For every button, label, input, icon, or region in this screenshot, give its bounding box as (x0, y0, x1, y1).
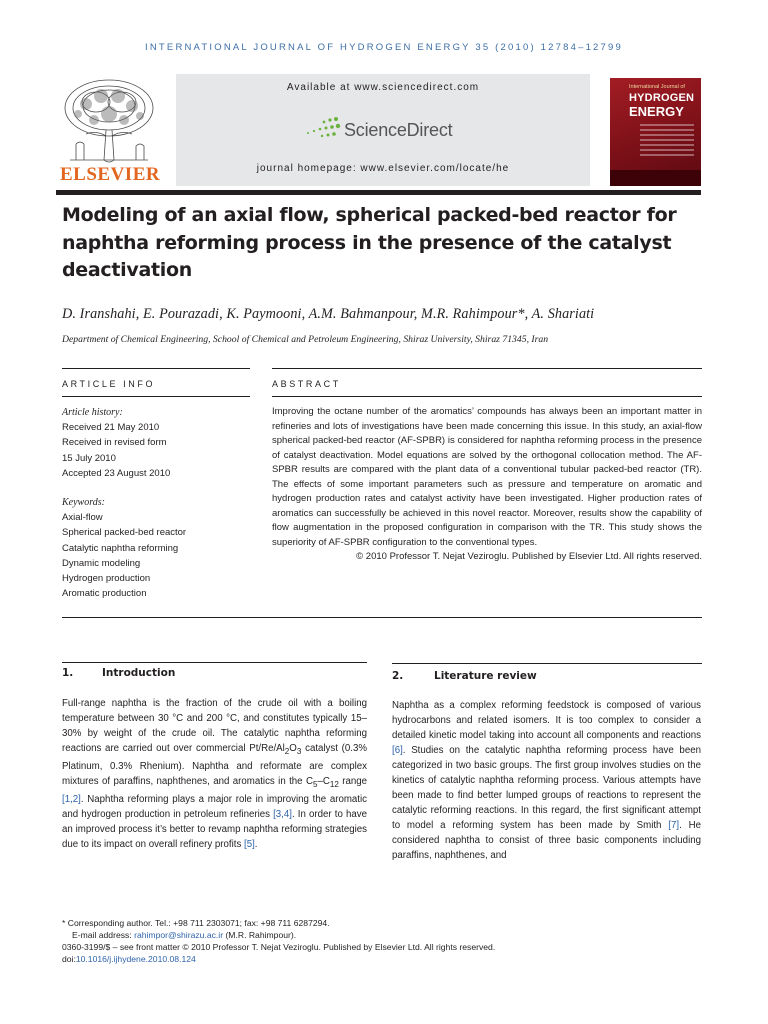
history-item: Accepted 23 August 2010 (62, 467, 171, 479)
abstract-rule-top (272, 368, 702, 369)
cover-line3: ENERGY (629, 104, 684, 119)
running-head: INTERNATIONAL JOURNAL OF HYDROGEN ENERGY 35 (2010) 12784–12799 (145, 42, 623, 53)
doi-link[interactable]: 10.1016/j.ijhydene.2010.08.124 (75, 954, 196, 964)
section2-title: Literature review (434, 670, 537, 682)
abstract-heading: ABSTRACT (272, 379, 341, 389)
cover-decoration (640, 124, 694, 159)
keywords-label: Keywords: (62, 497, 105, 509)
section2-number: 2. (392, 670, 404, 682)
affiliation: Department of Chemical Engineering, School of Chemical and Petroleum Engineering, Shiraz University, Shiraz 71345, Iran (62, 334, 549, 345)
email-line: E-mail address: rahimpor@shirazu.ac.ir (M.R. Rahimpour). (72, 930, 297, 940)
cover-line2: HYDROGEN (629, 92, 695, 104)
section2-body: Naphtha as a complex reforming feedstock is composed of various hydrocarbons and related isomers. It is too complex to consider a detailed kinetic model taking into account all components and reactions [6]. Studies on the catalytic naphtha reforming process have been categorized in two basic groups. The first group involves studies on the kinetics of catalytic naphtha reforming process. Various attempts have been made to find better lumped groups of reactions to represent the catalytic reforming reactions. In this regard, the first significant attempt to model a reforming system has been made by Smith [7]. He considered naphtha to consist of three basic components including paraffins, naphthenes, and (392, 700, 701, 861)
sciencedirect-dots-icon (302, 116, 342, 142)
cover-line1: International Journal of (629, 84, 685, 90)
article-title: Modeling of an axial flow, spherical packed-bed reactor for naphtha reforming process in the presence of the catalyst deactivation (62, 204, 677, 281)
email-link[interactable]: rahimpor@shirazu.ac.ir (134, 930, 224, 940)
elsevier-wordmark: ELSEVIER (60, 164, 161, 185)
abstract-rule (272, 396, 702, 397)
corresponding-author: * Corresponding author. Tel.: +98 711 2303071; fax: +98 711 6287294. (62, 918, 330, 928)
journal-homepage[interactable]: journal homepage: www.elsevier.com/locate/he (256, 163, 510, 174)
keyword: Aromatic production (62, 588, 147, 600)
abstract-bottom-rule (62, 617, 702, 618)
authors: D. Iranshahi, E. Pourazadi, K. Paymooni, A.M. Bahmanpour, M.R. Rahimpour*, A. Shariati (62, 306, 595, 322)
history-item: Received in revised form (62, 437, 167, 449)
history-label: Article history: (62, 407, 123, 418)
article-info-rule-top (62, 368, 250, 369)
section1-rule (62, 662, 367, 663)
history-item: 15 July 2010 (62, 452, 116, 464)
available-at[interactable]: Available at www.sciencedirect.com (286, 82, 480, 93)
article-info-heading: ARTICLE INFO (62, 379, 156, 389)
sciencedirect-logo: ScienceDirect (344, 120, 453, 140)
section1-title: Introduction (102, 667, 176, 679)
abstract-text: Improving the octane number of the aromatics’ compounds has always been an important matter in refineries and lots of investigations have been made concerning this issue. In this study, an axial-flow spherical packed-bed reactor (AF-SPBR) is considered for naphtha reforming process in the presence of catalyst deactivation. Model equations are solved by the orthogonal collocation method. The AF-SPBR results are compared with the plant data of a conventional tubular packed-bed reactor (TR). The effects of some important parameters such as pressure and temperature on aromatic and hydrogen production rates and catalyst activity have been investigated. Higher production rates of aromatics can successfully be achieved in this novel reactor. Moreover, results show the capability of flow augmentation in the proposed configuration in comparison with the TR. This study shows the superiority of AF-SPBR configuration to the conventional types. (272, 406, 702, 548)
abstract-copyright: © 2010 Professor T. Nejat Veziroglu. Published by Elsevier Ltd. All rights reserved. (356, 551, 702, 562)
keyword: Dynamic modeling (62, 557, 141, 569)
masthead-rule (56, 190, 701, 195)
keyword: Hydrogen production (62, 573, 151, 585)
article-info (62, 405, 252, 601)
footnotes (62, 917, 702, 965)
ref-link[interactable]: [5] (244, 838, 255, 850)
journal-cover (610, 78, 701, 186)
ref-link[interactable]: [6] (392, 745, 403, 756)
issn-line: 0360-3199/$ – see front matter © 2010 Professor T. Nejat Veziroglu. Published by Elsevier Ltd. All rights reserved. (62, 942, 496, 952)
section1-body: Full-range naphtha is the fraction of the crude oil with a boiling temperature between 30 °C and 200 °C, and constitutes typically 15–30% by weight of the crude oil. The catalytic naphtha reforming reactions are carried out over commercial $Pt/Re/Al_2O_3$ catalyst (0.3% Platinum, 0.3% Rhenium). Naphtha and reformate are complex mixtures of paraffins, naphthenes, and aromatics in the $C_5-C_{12}$ range [1,2]. Naphtha reforming plays a major role in improving the aromatic and hydrogen production in petroleum refineries [3,4]. In order to have an improved process it’s better to revamp naphtha reforming strategies due to its impact on overall refinery profits [5]. (62, 698, 368, 850)
section2-rule (392, 663, 702, 664)
keyword: Catalytic naphtha reforming (62, 542, 179, 554)
keyword: Axial-flow (62, 512, 103, 524)
abstract (272, 405, 702, 565)
ref-link[interactable]: [3,4] (273, 808, 292, 820)
article-info-rule (62, 396, 250, 397)
ref-link[interactable]: [7] (668, 820, 680, 831)
cover-footer (610, 170, 701, 186)
doi-line: doi:10.1016/j.ijhydene.2010.08.124 (62, 954, 196, 964)
keyword: Spherical packed-bed reactor (62, 527, 187, 539)
ref-link[interactable]: [1,2] (62, 793, 81, 805)
history-item: Received 21 May 2010 (62, 422, 160, 434)
section1-number: 1. (62, 667, 74, 679)
